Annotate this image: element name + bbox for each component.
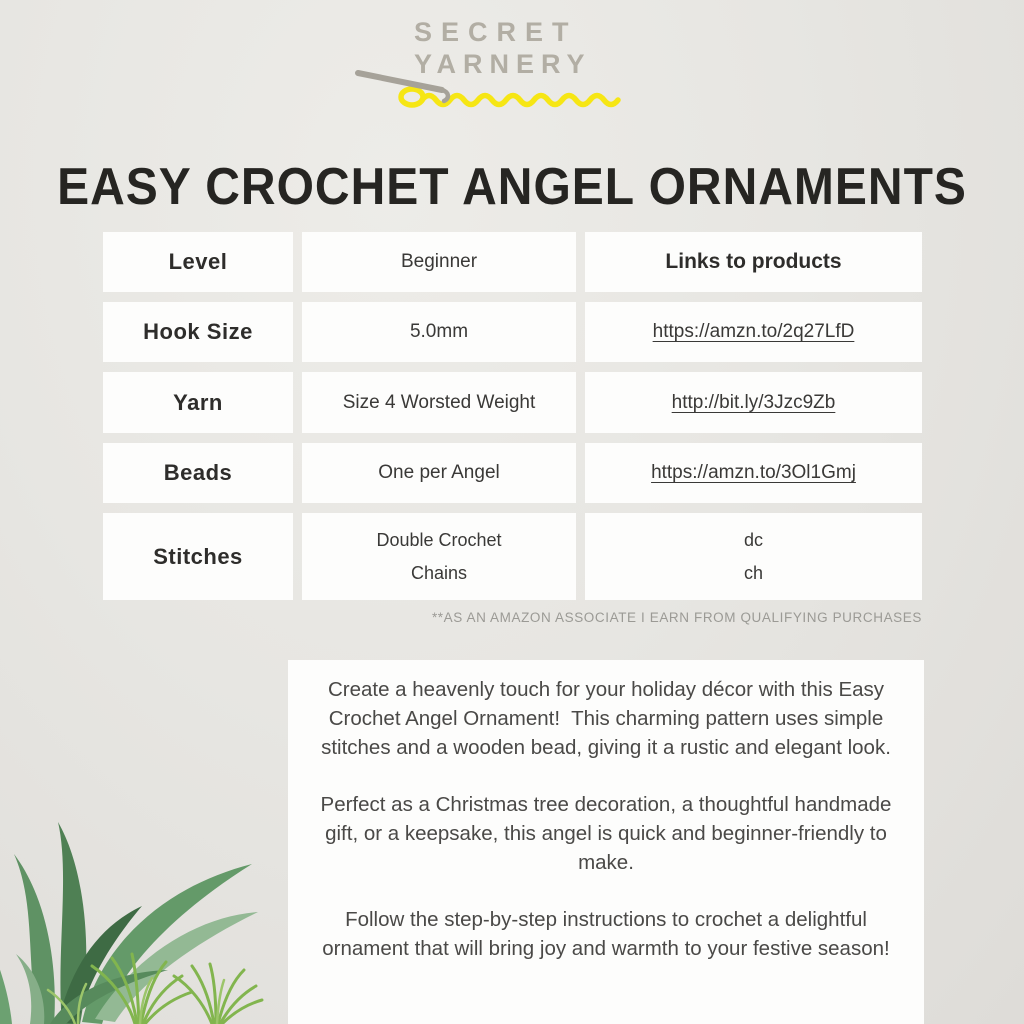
hook-product-link[interactable]: https://amzn.to/2q27LfD — [652, 321, 855, 342]
stitch-abbrev-ch: ch — [743, 562, 763, 583]
table-row-stitches-value — [302, 513, 576, 600]
hook-product-link-cell — [585, 302, 922, 362]
table-row-stitches-abbrev — [585, 513, 922, 600]
brand-name-line1: SECRET — [414, 17, 578, 47]
yarn-squiggle-icon — [401, 89, 618, 105]
yarn-product-link-cell — [585, 372, 922, 433]
table-row-hooksize-value: 5.0mm — [302, 302, 576, 362]
houseplant-image — [0, 814, 270, 1024]
table-row-level-label: Level — [103, 232, 293, 292]
beads-product-link-cell — [585, 443, 922, 503]
table-row-yarn-value: Size 4 Worsted Weight — [302, 372, 576, 433]
table-row-stitches-label: Stitches — [103, 513, 293, 600]
pattern-spec-table — [103, 232, 922, 600]
table-row-beads-value: One per Angel — [302, 443, 576, 503]
description-paragraph-3: Follow the step-by-step instructions to crochet a delightful ornament that will bring joy and warmth to your festive season! — [322, 908, 890, 960]
pattern-description-box — [288, 660, 924, 1024]
stitch-abbrev-dc: dc — [743, 529, 763, 550]
table-row-level-value: Beginner — [302, 232, 576, 292]
table-row-yarn-label: Yarn — [103, 372, 293, 433]
amazon-associate-disclaimer: **AS AN AMAZON ASSOCIATE I EARN FROM QUALIFYING PURCHASES — [431, 610, 922, 625]
stitch-name-chains: Chains — [410, 562, 468, 583]
beads-product-link[interactable]: https://amzn.to/3Ol1Gmj — [651, 462, 856, 483]
table-row-beads-label: Beads — [103, 443, 293, 503]
table-row-hooksize-label: Hook Size — [103, 302, 293, 362]
brand-name-line2: YARNERY — [414, 49, 592, 79]
page-title: EASY CROCHET ANGEL ORNAMENTS — [57, 158, 967, 217]
description-paragraph-2: Perfect as a Christmas tree decoration, a thoughtful handmade gift, or a keepsake, this angel is quick and beginner-friendly to make. — [320, 793, 898, 874]
crochet-hook-yarn-icon — [350, 62, 640, 110]
stitch-name-double-crochet: Double Crochet — [376, 529, 502, 550]
yarn-product-link[interactable]: http://bit.ly/3Jzc9Zb — [671, 391, 836, 413]
links-column-header: Links to products — [585, 232, 922, 292]
description-paragraph-1: Create a heavenly touch for your holiday décor with this Easy Crochet Angel Ornament! This charming pattern uses simple stitches and a wooden bead, giving it a rustic and elegant look. — [321, 678, 891, 759]
